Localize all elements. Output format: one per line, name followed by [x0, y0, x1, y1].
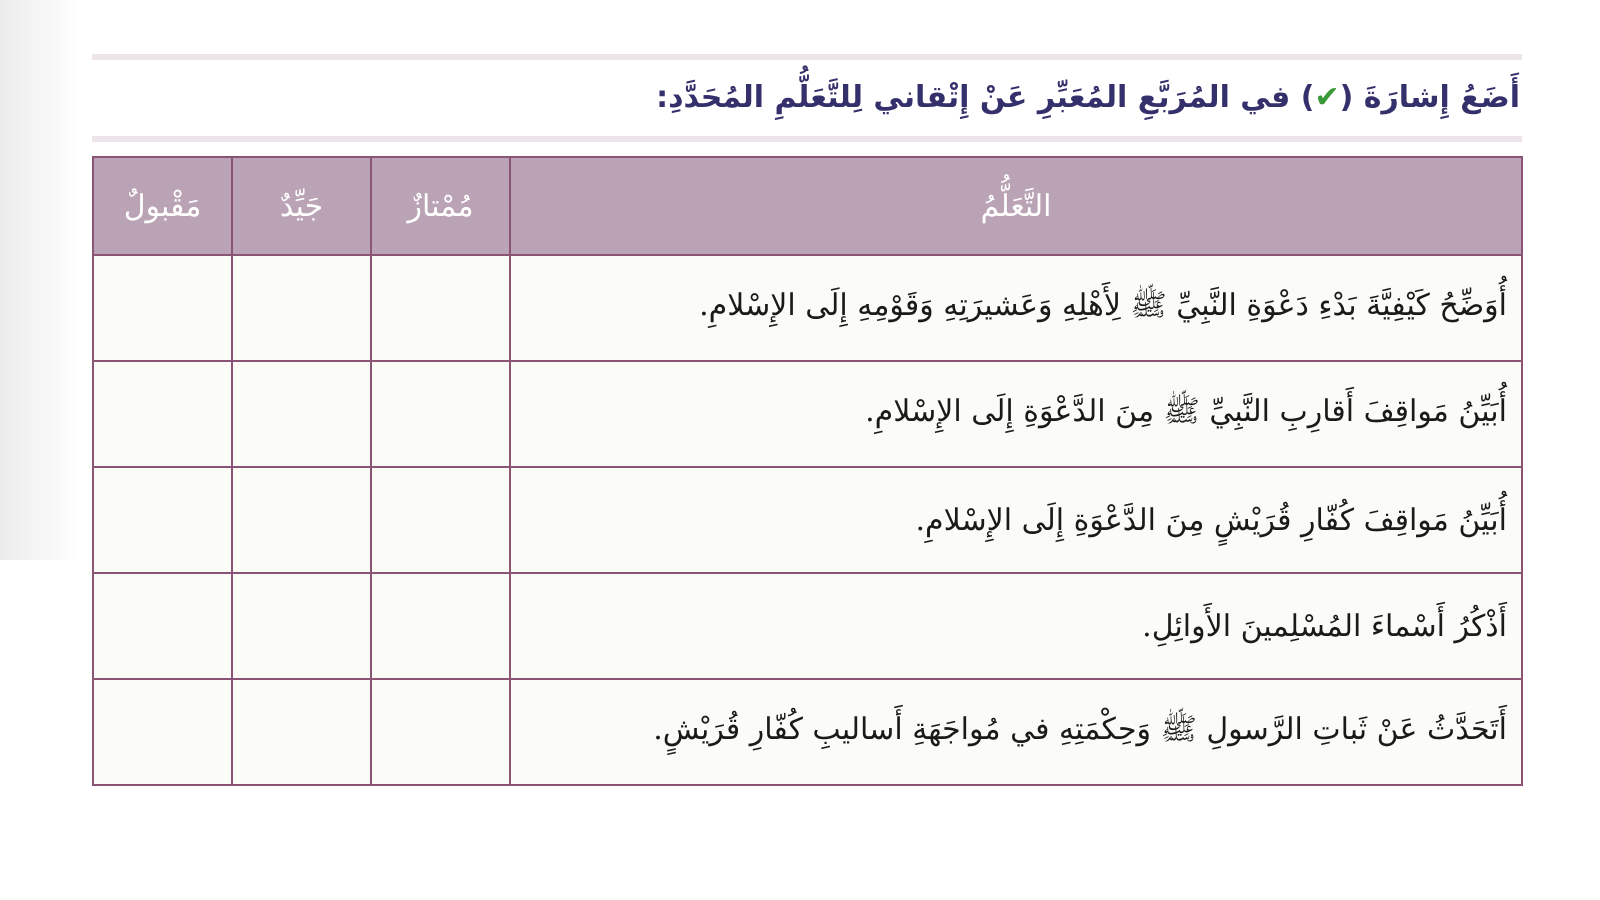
good-checkbox-cell[interactable] [232, 467, 371, 573]
objective-cell: أُوَضِّحُ كَيْفِيَّةَ بَدْءِ دَعْوَةِ النَّبِيِّ ﷺ لِأَهْلِهِ وَعَشيرَتِهِ وَقَوْمِهِ إِلَى الإِسْلامِ. [510, 255, 1522, 361]
excellent-checkbox-cell[interactable] [371, 467, 510, 573]
objective-cell: أَتَحَدَّثُ عَنْ ثَباتِ الرَّسولِ ﷺ وَحِكْمَتِهِ في مُواجَهَةِ أَساليبِ كُفّارِ قُرَيْشٍ. [510, 679, 1522, 785]
excellent-checkbox-cell[interactable] [371, 573, 510, 679]
table-row [93, 679, 1522, 785]
acceptable-checkbox-cell[interactable] [93, 467, 232, 573]
header-excellent: مُمْتازٌ [371, 157, 510, 255]
header-row [93, 157, 1522, 255]
good-checkbox-cell[interactable] [232, 255, 371, 361]
header-learning: التَّعَلُّمُ [510, 157, 1522, 255]
instruction-text [92, 66, 1520, 130]
page-edge-shadow [0, 0, 80, 560]
acceptable-checkbox-cell[interactable] [93, 573, 232, 679]
objective-cell: أُبَيِّنُ مَواقِفَ أَقارِبِ النَّبِيِّ ﷺ مِنَ الدَّعْوَةِ إِلَى الإِسْلامِ. [510, 361, 1522, 467]
check-mark-icon: ✔ [1314, 80, 1340, 115]
table-row [93, 255, 1522, 361]
header-acceptable: مَقْبولٌ [93, 157, 232, 255]
table-row [93, 361, 1522, 467]
good-checkbox-cell[interactable] [232, 573, 371, 679]
table-row [93, 467, 1522, 573]
instruction-divider [92, 136, 1522, 142]
good-checkbox-cell[interactable] [232, 361, 371, 467]
acceptable-checkbox-cell[interactable] [93, 255, 232, 361]
table-row [93, 573, 1522, 679]
acceptable-checkbox-cell[interactable] [93, 679, 232, 785]
good-checkbox-cell[interactable] [232, 679, 371, 785]
objective-cell: أُبَيِّنُ مَواقِفَ كُفّارِ قُرَيْشٍ مِنَ الدَّعْوَةِ إِلَى الإِسْلامِ. [510, 467, 1522, 573]
top-divider [92, 54, 1522, 60]
self-assessment-table [92, 156, 1523, 786]
excellent-checkbox-cell[interactable] [371, 255, 510, 361]
excellent-checkbox-cell[interactable] [371, 361, 510, 467]
excellent-checkbox-cell[interactable] [371, 679, 510, 785]
objective-cell: أَذْكُرُ أَسْماءَ المُسْلِمينَ الأَوائِلِ. [510, 573, 1522, 679]
instruction-before: أَضَعُ إِشارَةَ ( [1339, 80, 1520, 115]
header-good: جَيِّدٌ [232, 157, 371, 255]
instruction-after: ) في المُرَبَّعِ المُعَبِّرِ عَنْ إِتْقاني لِلتَّعَلُّمِ المُحَدَّدِ: [656, 80, 1315, 115]
acceptable-checkbox-cell[interactable] [93, 361, 232, 467]
